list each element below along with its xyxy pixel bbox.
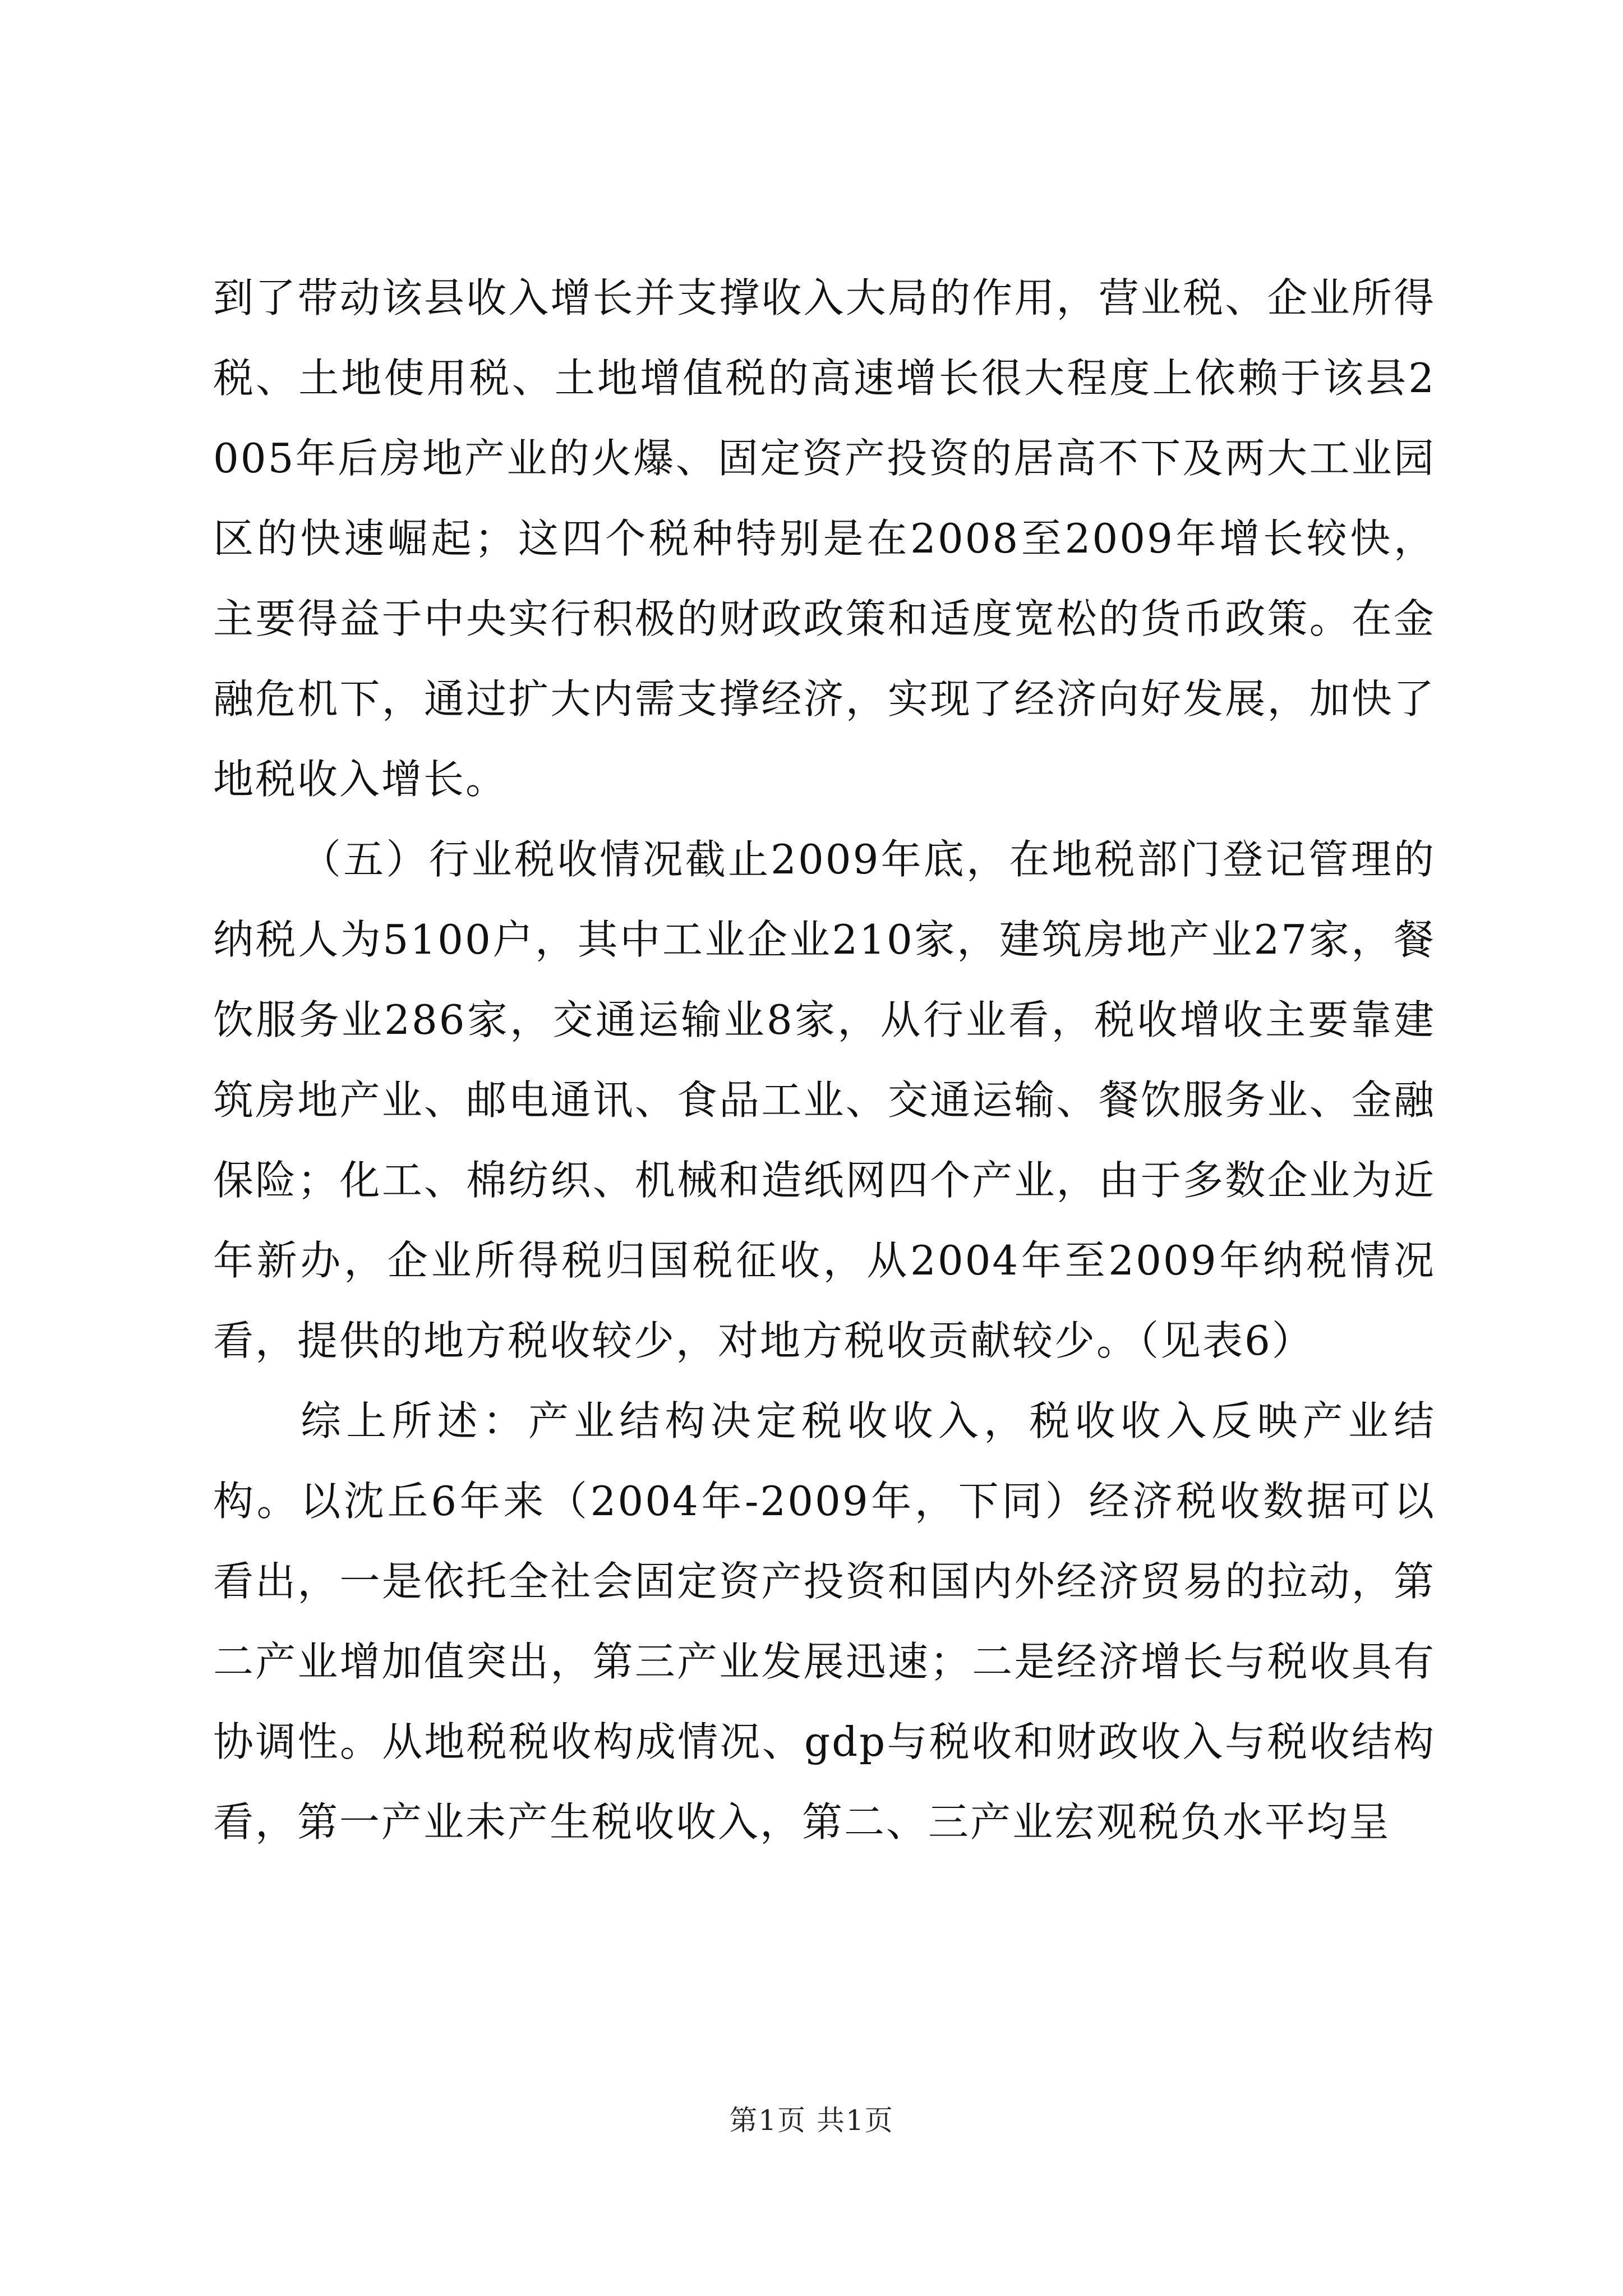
document-body — [213, 258, 1436, 1862]
paragraph-industry-tax: （五）行业税收情况截止2009年底，在地税部门登记管理的纳税人为5100户，其中工业企业210家，建筑房地产业27家，餐饮服务业286家，交通运输业8家，从行业看，税收增收主要靠建筑房地产业、邮电通讯、食品工业、交通运输、餐饮服务业、金融保险；化工、棉纺织、机械和造纸网四个产业，由于多数企业为近年新办，企业所得税归国税征收，从2004年至2009年纳税情况看，提供的地方税收较少，对地方税收贡献较少。（见表6） — [213, 836, 1436, 1364]
page-footer: 第1页 共1页 — [729, 2104, 894, 2137]
paragraph-continuation: 到了带动该县收入增长并支撑收入大局的作用，营业税、企业所得税、土地使用税、土地增值税的高速增长很大程度上依赖于该县2005年后房地产业的火爆、固定资产投资的居高不下及两大工业园区的快速崛起；这四个税种特别是在2008至2009年增长较快，主要得益于中央实行积极的财政政策和适度宽松的货币政策。在金融危机下，通过扩大内需支撑经济，实现了经济向好发展，加快了地税收入增长。 — [213, 274, 1436, 803]
paragraph-summary: 综上所述：产业结构决定税收收入，税收收入反映产业结构。以沈丘6年来（2004年-2009年，下同）经济税收数据可以看出，一是依托全社会固定资产投资和国内外经济贸易的拉动，第二产业增加值突出，第三产业发展迅速；二是经济增长与税收具有协调性。从地税税收构成情况、gdp与税收和财政收入与税收结构看，第一产业未产生税收收入，第二、三产业宏观税负水平均呈 — [213, 1397, 1436, 1846]
